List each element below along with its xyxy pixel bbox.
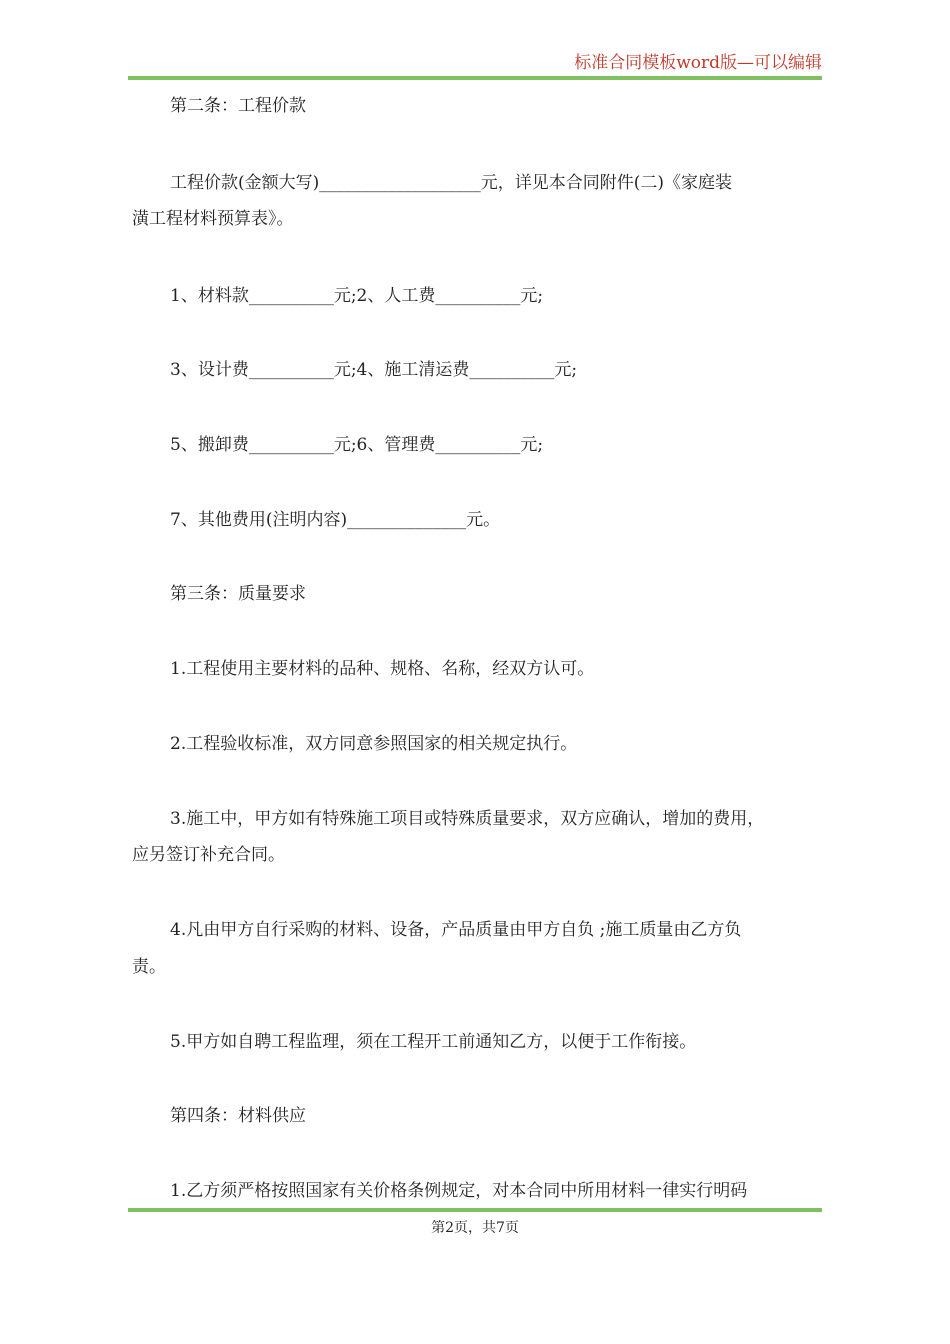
paragraph-line: 4.凡由甲方自行采购的材料、设备，产品质量由甲方自负 ;施工质量由乙方负 <box>170 920 742 940</box>
paragraph-line: 工程价款(金额大写)___________________元，详见本合同附件(二)《家庭装 <box>170 173 733 193</box>
paragraph-line: 1.乙方须严格按照国家有关价格条例规定，对本合同中所用材料一律实行明码 <box>170 1181 748 1201</box>
paragraph-line: 5.甲方如自聘工程监理，须在工程开工前通知乙方，以便于工作衔接。 <box>170 1032 697 1052</box>
paragraph-line: 3.施工中，甲方如有特殊施工项目或特殊质量要求，双方应确认，增加的费用， <box>170 809 765 829</box>
paragraph-line: 1.工程使用主要材料的品种、规格、名称，经双方认可。 <box>170 659 595 679</box>
paragraph-line: 2.工程验收标准，双方同意参照国家的相关规定执行。 <box>170 734 578 754</box>
paragraph-line: 3、设计费__________元;4、施工清运费__________元; <box>170 360 578 380</box>
footer-rule <box>128 1208 822 1212</box>
paragraph-line: 潢工程材料预算表》。 <box>132 209 294 229</box>
paragraph-line: 5、搬卸费__________元;6、管理费__________元; <box>170 435 544 455</box>
section-heading-2: 第二条：工程价款 <box>170 96 306 116</box>
paragraph-line: 应另签订补充合同。 <box>132 845 285 865</box>
section-heading-3: 第三条：质量要求 <box>170 584 306 604</box>
paragraph-line: 责。 <box>132 957 166 977</box>
header-rule <box>128 76 822 80</box>
header-title: 标准合同模板word版—可以编辑 <box>574 53 822 73</box>
section-heading-4: 第四条：材料供应 <box>170 1106 306 1126</box>
paragraph-line: 1、材料款__________元;2、人工费__________元; <box>170 286 544 306</box>
paragraph-line: 7、其他费用(注明内容)______________元。 <box>170 510 501 530</box>
page-number: 第2页，共7页 <box>431 1220 519 1236</box>
